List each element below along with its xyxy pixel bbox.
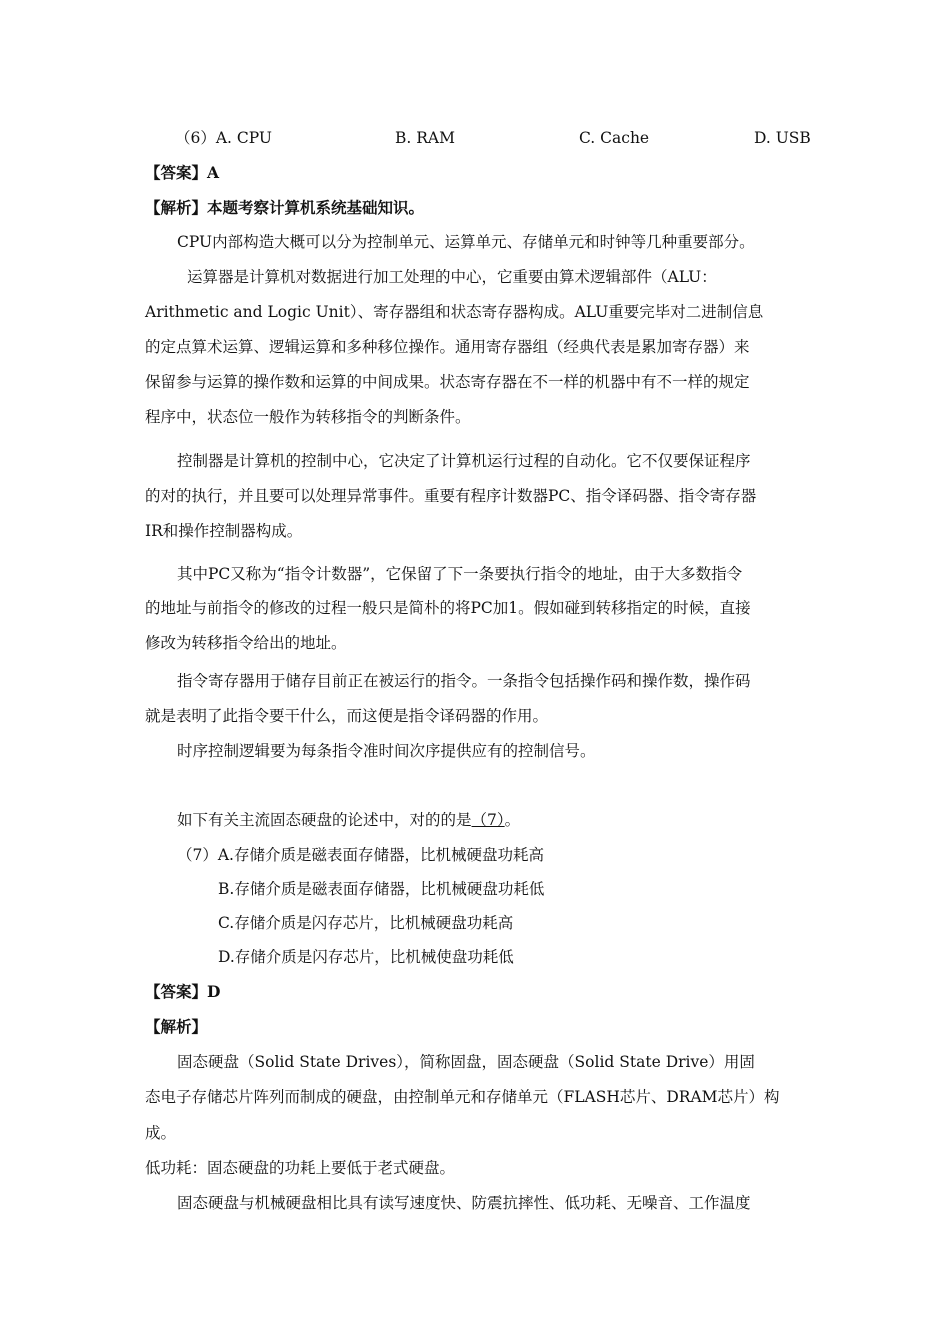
q7-paragraph: 低功耗：固态硬盘的功耗上要低于老式硬盘。 bbox=[145, 1159, 456, 1177]
q6-option-d: D. USB bbox=[754, 129, 811, 147]
q6-option-b: B. RAM bbox=[395, 129, 455, 147]
q6-option-c: C. Cache bbox=[579, 129, 650, 147]
q6-paragraph: Arithmetic and Logic Unit）、寄存器组和状态寄存器构成。ALU重要完毕对二进制信息 bbox=[145, 303, 764, 321]
q6-analysis-heading: 【解析】本题考察计算机系统基础知识。 bbox=[145, 198, 425, 217]
q7-paragraph: 态电子存储芯片阵列而制成的硬盘，由控制单元和存储单元（FLASH芯片、DRAM芯片）构 bbox=[145, 1088, 780, 1106]
q7-blank: （7） bbox=[471, 811, 505, 829]
q6-paragraph: IR和操作控制器构成。 bbox=[145, 522, 303, 540]
q7-stem-suffix: 。 bbox=[504, 811, 521, 829]
q6-paragraph: 时序控制逻辑要为每条指令准时间次序提供应有的控制信号。 bbox=[177, 742, 596, 760]
q6-paragraph: 其中PC又称为“指令计数器”，它保留了下一条要执行指令的地址，由于大多数指令 bbox=[177, 565, 743, 583]
q7-stem-prefix: 如下有关主流固态硬盘的论述中，对的的是 bbox=[177, 811, 472, 829]
q7-paragraph: 固态硬盘（Solid State Drives），简称固盘，固态硬盘（Solid State Drive）用固 bbox=[177, 1053, 755, 1071]
q6-option-a: （6）A. CPU bbox=[175, 129, 272, 147]
q6-answer: 【答案】A bbox=[145, 163, 220, 182]
q7-option-c: C.存储介质是闪存芯片，比机械硬盘功耗高 bbox=[218, 914, 514, 932]
q6-paragraph: 程序中，状态位一般作为转移指令的判断条件。 bbox=[145, 408, 471, 426]
q6-paragraph: 控制器是计算机的控制中心，它决定了计算机运行过程的自动化。它不仅要保证程序 bbox=[177, 452, 751, 470]
q6-paragraph: 运算器是计算机对数据进行加工处理的中心，它重要由算术逻辑部件（ALU： bbox=[187, 268, 717, 286]
q7-question-stem bbox=[177, 810, 520, 830]
q7-option-a: （7）A.存储介质是磁表面存储器，比机械硬盘功耗高 bbox=[177, 846, 544, 864]
q6-paragraph: 指令寄存器用于储存目前正在被运行的指令。一条指令包括操作码和操作数，操作码 bbox=[177, 672, 751, 690]
q7-paragraph: 成。 bbox=[145, 1124, 177, 1142]
q6-paragraph: 修改为转移指令给出的地址。 bbox=[145, 634, 347, 652]
q7-paragraph: 固态硬盘与机械硬盘相比具有读写速度快、防震抗摔性、低功耗、无噪音、工作温度 bbox=[177, 1194, 751, 1212]
q6-paragraph: 的地址与前指令的修改的过程一般只是简朴的将PC加1。假如碰到转移指定的时候，直接 bbox=[145, 599, 751, 617]
q7-option-d: D.存储介质是闪存芯片，比机械使盘功耗低 bbox=[218, 948, 514, 966]
q7-answer: 【答案】D bbox=[145, 982, 221, 1001]
q6-paragraph: 就是表明了此指令要干什么，而这便是指令译码器的作用。 bbox=[145, 707, 549, 725]
q6-paragraph: 保留参与运算的操作数和运算的中间成果。状态寄存器在不一样的机器中有不一样的规定 bbox=[145, 373, 750, 391]
q7-option-b: B.存储介质是磁表面存储器，比机械硬盘功耗低 bbox=[218, 880, 545, 898]
q6-paragraph: CPU内部构造大概可以分为控制单元、运算单元、存储单元和时钟等几种重要部分。 bbox=[177, 233, 755, 251]
q6-paragraph: 的对的执行，并且要可以处理异常事件。重要有程序计数器PC、指令译码器、指令寄存器 bbox=[145, 487, 757, 505]
q6-paragraph: 的定点算术运算、逻辑运算和多种移位操作。通用寄存器组（经典代表是累加寄存器）来 bbox=[145, 338, 750, 356]
q7-analysis-heading: 【解析】 bbox=[145, 1017, 208, 1036]
